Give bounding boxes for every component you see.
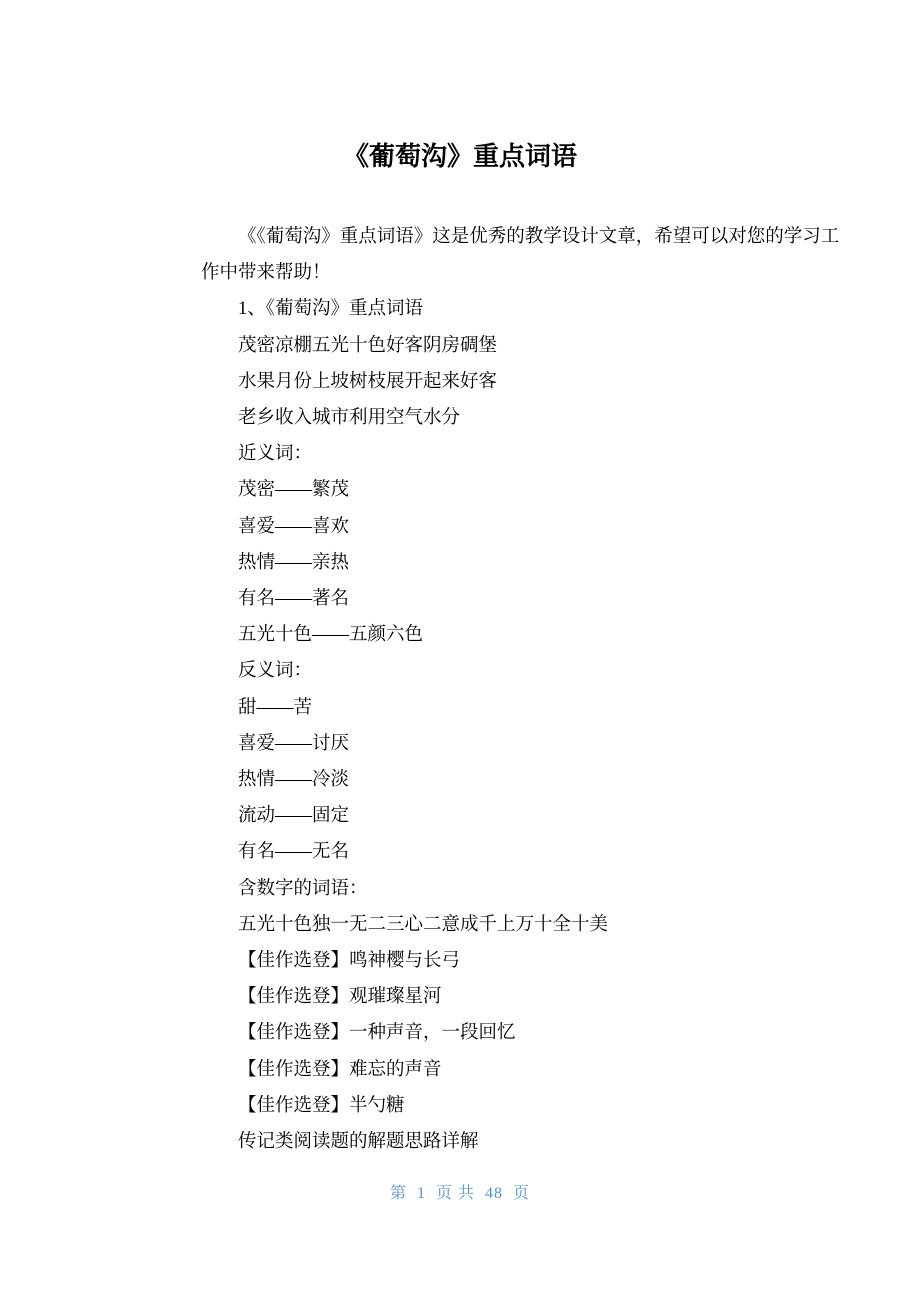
page-number: 1 xyxy=(416,1185,426,1202)
paragraph-line: 有名——著名 xyxy=(238,589,350,610)
footer-suffix-label: 页 xyxy=(513,1185,531,1202)
paragraph-line: 甜——苦 xyxy=(238,697,313,718)
paragraph-line: 流动——固定 xyxy=(238,806,350,827)
paragraph-line: 五光十色独一无二三心二意成千上万十全十美 xyxy=(238,914,609,935)
paragraph-line: 【佳作选登】半勺糖 xyxy=(238,1095,405,1116)
paragraph-line: 老乡收入城市利用空气水分 xyxy=(238,408,461,429)
paragraph-line: 【佳作选登】观璀璨星河 xyxy=(238,987,442,1008)
paragraph-line: 有名——无名 xyxy=(238,842,350,863)
paragraph-line: 喜爱——喜欢 xyxy=(238,516,350,537)
paragraph-line: 茂密凉棚五光十色好客阴房碉堡 xyxy=(238,335,498,356)
paragraph-line: 传记类阅读题的解题思路详解 xyxy=(238,1132,479,1153)
paragraph-line: 【佳作选登】鸣神樱与长弓 xyxy=(238,951,461,972)
paragraph-line: 热情——冷淡 xyxy=(238,770,350,791)
footer-prefix-label: 第 xyxy=(389,1185,407,1202)
paragraph-line: 【佳作选登】难忘的声音 xyxy=(238,1059,442,1080)
paragraph-line: 喜爱——讨厌 xyxy=(238,733,350,754)
paragraph-line: 五光十色——五颜六色 xyxy=(238,625,424,646)
footer-middle-label: 页 共 xyxy=(435,1185,475,1202)
paragraph-line: 含数字的词语： xyxy=(238,878,368,899)
paragraph-line: 1、《葡萄沟》重点词语 xyxy=(238,299,424,320)
paragraph-line: 【佳作选登】一种声音，一段回忆 xyxy=(238,1023,516,1044)
paragraph-line: 《《葡萄沟》重点词语》这是优秀的教学设计文章，希望可以对您的学习工作中带来帮助！ xyxy=(201,227,840,284)
total-pages: 48 xyxy=(485,1185,503,1202)
paragraph-line: 反义词： xyxy=(238,661,313,682)
paragraph-line: 水果月份上坡树枝展开起来好客 xyxy=(238,371,498,392)
paragraph-line: 近义词： xyxy=(238,444,313,465)
document-body xyxy=(67,219,853,1160)
paragraph-line: 热情——亲热 xyxy=(238,552,350,573)
document-title: 《葡萄沟》重点词语 xyxy=(342,141,577,171)
paragraph-line: 茂密——繁茂 xyxy=(238,480,350,501)
page-footer xyxy=(0,1184,920,1204)
